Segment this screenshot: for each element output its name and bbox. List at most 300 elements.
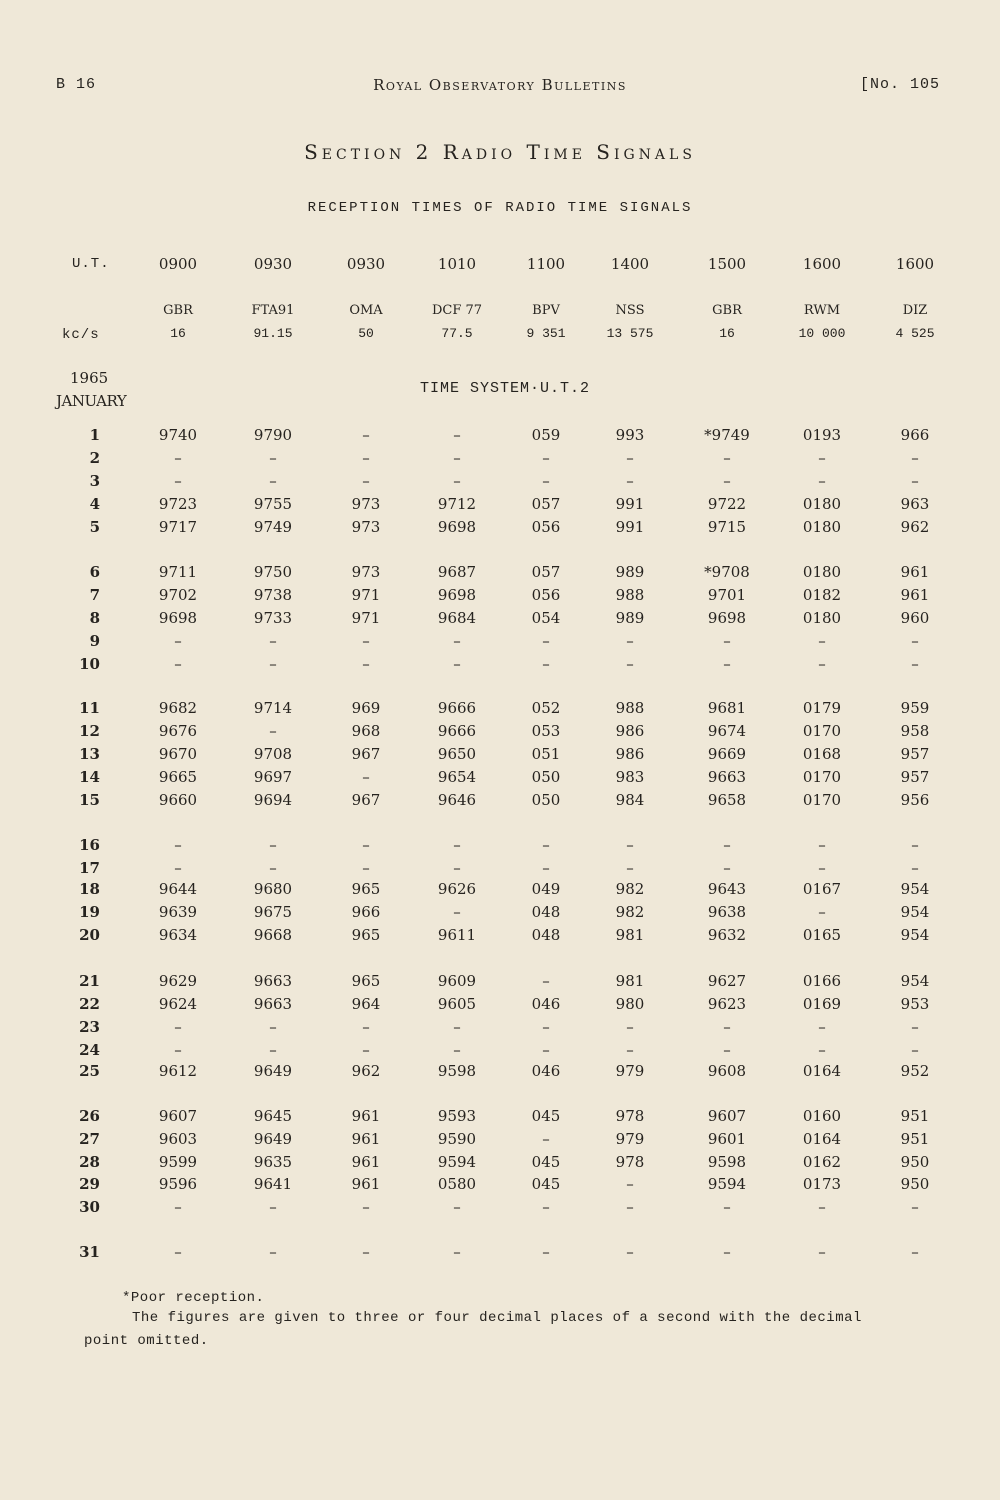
table-cell: –: [362, 655, 370, 673]
table-cell: –: [453, 472, 461, 490]
table-cell: –: [911, 655, 919, 673]
table-cell: –: [362, 426, 370, 444]
table-cell: 9649: [253, 1130, 293, 1148]
table-cell: –: [174, 1041, 182, 1059]
table-cell: –: [911, 836, 919, 854]
table-cell: 9663: [253, 995, 293, 1013]
table-cell: 9750: [253, 563, 293, 581]
table-cell: 9654: [437, 768, 477, 786]
table-cell: –: [818, 472, 826, 490]
table-cell: 9755: [253, 495, 293, 513]
table-cell: 9603: [158, 1130, 198, 1148]
table-cell: 9598: [707, 1153, 747, 1171]
table-cell: 986: [615, 745, 645, 763]
table-cell: 9624: [158, 995, 198, 1013]
table-cell: 9682: [158, 699, 198, 717]
table-cell: 045: [531, 1175, 561, 1193]
table-cell: 9712: [437, 495, 477, 513]
table-cell: 9607: [158, 1107, 198, 1125]
table-cell: –: [626, 655, 634, 673]
table-cell: 9740: [158, 426, 198, 444]
table-cell: 989: [615, 609, 645, 627]
table-cell: –: [362, 836, 370, 854]
table-cell: –: [174, 632, 182, 650]
table-cell: *9708: [704, 563, 750, 581]
table-cell: 9612: [158, 1062, 198, 1080]
table-cell: 954: [900, 972, 930, 990]
table-cell: –: [174, 859, 182, 877]
table-cell: 951: [900, 1130, 930, 1148]
table-cell: 9701: [707, 586, 747, 604]
column-station: BPV: [532, 303, 560, 318]
table-cell: 059: [531, 426, 561, 444]
table-cell: 954: [900, 903, 930, 921]
table-cell: 9722: [707, 495, 747, 513]
table-cell: 050: [531, 791, 561, 809]
table-cell: –: [626, 836, 634, 854]
table-cell: –: [818, 1041, 826, 1059]
table-cell: 0180: [802, 518, 842, 536]
column-frequency: 4 525: [895, 326, 935, 341]
table-cell: –: [362, 1041, 370, 1059]
table-cell: 989: [615, 563, 645, 581]
row-day: 23: [79, 1018, 100, 1036]
table-cell: 982: [615, 880, 645, 898]
table-cell: 9594: [437, 1153, 477, 1171]
row-day: 26: [79, 1107, 100, 1125]
table-cell: –: [269, 1198, 277, 1216]
table-cell: 9646: [437, 791, 477, 809]
table-cell: 9711: [158, 563, 198, 581]
row-day: 15: [79, 791, 100, 809]
table-cell: 9738: [253, 586, 293, 604]
table-cell: 9723: [158, 495, 198, 513]
table-cell: 967: [351, 745, 381, 763]
table-cell: 9717: [158, 518, 198, 536]
table-cell: 9669: [707, 745, 747, 763]
table-cell: 0179: [802, 699, 842, 717]
table-cell: 056: [531, 518, 561, 536]
table-cell: 048: [531, 926, 561, 944]
table-cell: 045: [531, 1153, 561, 1171]
row-day: 1: [89, 426, 100, 444]
table-cell: 9681: [707, 699, 747, 717]
table-cell: –: [269, 472, 277, 490]
table-cell: 0164: [802, 1062, 842, 1080]
table-cell: –: [453, 859, 461, 877]
table-cell: 965: [351, 926, 381, 944]
table-cell: 9611: [437, 926, 477, 944]
table-cell: 9749: [253, 518, 293, 536]
row-day: 11: [79, 699, 100, 717]
table-cell: –: [453, 903, 461, 921]
table-cell: –: [542, 1130, 550, 1148]
table-cell: 0180: [802, 609, 842, 627]
table-cell: 9658: [707, 791, 747, 809]
table-cell: –: [269, 859, 277, 877]
table-cell: 961: [351, 1107, 381, 1125]
row-day: 16: [79, 836, 100, 854]
table-cell: 9790: [253, 426, 293, 444]
table-cell: –: [542, 836, 550, 854]
table-cell: 0169: [802, 995, 842, 1013]
table-cell: 961: [900, 563, 930, 581]
table-cell: 9663: [707, 768, 747, 786]
table-cell: 057: [531, 563, 561, 581]
table-cell: –: [453, 836, 461, 854]
row-day: 6: [89, 563, 100, 581]
table-cell: 981: [615, 926, 645, 944]
table-cell: 981: [615, 972, 645, 990]
table-cell: 9629: [158, 972, 198, 990]
table-cell: 954: [900, 880, 930, 898]
table-cell: –: [818, 1243, 826, 1261]
table-cell: 9598: [437, 1062, 477, 1080]
table-cell: –: [362, 1018, 370, 1036]
table-cell: 050: [531, 768, 561, 786]
row-day: 19: [79, 903, 100, 921]
table-cell: 979: [615, 1130, 645, 1148]
table-cell: –: [818, 1018, 826, 1036]
footnote-poor-reception: *Poor reception.: [122, 1290, 265, 1306]
table-cell: 0182: [802, 586, 842, 604]
row-day: 3: [89, 472, 100, 490]
table-cell: 961: [351, 1153, 381, 1171]
table-cell: –: [626, 1198, 634, 1216]
table-cell: –: [723, 1041, 731, 1059]
table-cell: 9635: [253, 1153, 293, 1171]
table-cell: –: [626, 1018, 634, 1036]
table-cell: –: [723, 449, 731, 467]
footnote-line-1: The figures are given to three or four decimal places of a second with the decimal: [132, 1310, 862, 1326]
table-cell: 0160: [802, 1107, 842, 1125]
table-cell: 962: [351, 1062, 381, 1080]
table-cell: –: [174, 1198, 182, 1216]
table-cell: *9749: [704, 426, 750, 444]
column-station: DCF 77: [431, 303, 483, 318]
row-day: 21: [79, 972, 100, 990]
table-cell: 952: [900, 1062, 930, 1080]
table-cell: 959: [900, 699, 930, 717]
table-cell: –: [362, 449, 370, 467]
table-cell: 9594: [707, 1175, 747, 1193]
table-cell: 9634: [158, 926, 198, 944]
section-title: Section 2 Radio Time Signals: [304, 140, 696, 164]
table-cell: –: [453, 1198, 461, 1216]
table-cell: 0164: [802, 1130, 842, 1148]
table-cell: –: [174, 655, 182, 673]
table-cell: –: [174, 1243, 182, 1261]
table-cell: 9627: [707, 972, 747, 990]
table-cell: 9698: [707, 609, 747, 627]
table-cell: 9714: [253, 699, 293, 717]
table-cell: 9694: [253, 791, 293, 809]
table-cell: 9641: [253, 1175, 293, 1193]
table-title: RECEPTION TIMES OF RADIO TIME SIGNALS: [307, 200, 693, 216]
table-cell: 978: [615, 1107, 645, 1125]
table-cell: –: [362, 768, 370, 786]
column-station: OMA: [349, 303, 383, 318]
footnote-line-2: point omitted.: [84, 1333, 209, 1349]
table-cell: 051: [531, 745, 561, 763]
column-time: 1600: [802, 255, 842, 273]
table-cell: –: [453, 449, 461, 467]
table-cell: –: [542, 1018, 550, 1036]
table-cell: 9660: [158, 791, 198, 809]
column-time: 0900: [158, 255, 198, 273]
table-cell: –: [626, 632, 634, 650]
table-cell: 956: [900, 791, 930, 809]
table-cell: –: [453, 1018, 461, 1036]
table-cell: 971: [351, 609, 381, 627]
table-cell: –: [911, 859, 919, 877]
table-cell: 961: [351, 1175, 381, 1193]
page-label: B 16: [56, 76, 97, 93]
column-time: 0930: [253, 255, 293, 273]
table-cell: 965: [351, 880, 381, 898]
column-frequency: 50: [358, 326, 374, 341]
table-cell: 0166: [802, 972, 842, 990]
table-cell: 988: [615, 699, 645, 717]
table-cell: –: [174, 472, 182, 490]
table-cell: 9702: [158, 586, 198, 604]
column-time: 1010: [437, 255, 477, 273]
table-cell: 991: [615, 518, 645, 536]
month-label: JANUARY: [56, 392, 127, 410]
table-cell: –: [269, 449, 277, 467]
table-cell: 045: [531, 1107, 561, 1125]
column-frequency: 9 351: [526, 326, 566, 341]
table-cell: 0170: [802, 768, 842, 786]
table-cell: 0168: [802, 745, 842, 763]
table-cell: –: [362, 632, 370, 650]
row-day: 17: [79, 859, 100, 877]
table-cell: 983: [615, 768, 645, 786]
table-cell: –: [453, 426, 461, 444]
column-frequency: 16: [719, 326, 735, 341]
row-day: 9: [89, 632, 100, 650]
table-cell: 950: [900, 1153, 930, 1171]
table-cell: –: [911, 632, 919, 650]
table-cell: 9698: [437, 518, 477, 536]
row-day: 10: [79, 655, 100, 673]
table-cell: 9697: [253, 768, 293, 786]
table-cell: 966: [900, 426, 930, 444]
column-time: 1500: [707, 255, 747, 273]
table-cell: –: [911, 1018, 919, 1036]
table-cell: 9643: [707, 880, 747, 898]
table-cell: –: [911, 1198, 919, 1216]
table-cell: 961: [900, 586, 930, 604]
table-cell: 973: [351, 518, 381, 536]
table-cell: 0180: [802, 495, 842, 513]
table-cell: 0170: [802, 791, 842, 809]
table-cell: –: [453, 655, 461, 673]
table-cell: –: [542, 859, 550, 877]
row-day: 7: [89, 586, 100, 604]
time-system-label: TIME SYSTEM·U.T.2: [420, 380, 591, 397]
table-cell: 9645: [253, 1107, 293, 1125]
column-station: DIZ: [902, 303, 928, 318]
table-cell: 969: [351, 699, 381, 717]
ut-row-label: U.T.: [72, 256, 110, 272]
table-cell: 0193: [802, 426, 842, 444]
table-cell: –: [269, 655, 277, 673]
table-cell: –: [269, 722, 277, 740]
table-cell: 950: [900, 1175, 930, 1193]
table-cell: 0580: [437, 1175, 477, 1193]
column-frequency: 77.5: [441, 326, 473, 341]
table-cell: 9676: [158, 722, 198, 740]
column-frequency: 16: [170, 326, 186, 341]
row-day: 30: [79, 1198, 100, 1216]
column-frequency: 10 000: [798, 326, 846, 341]
table-cell: –: [818, 1198, 826, 1216]
table-cell: –: [723, 632, 731, 650]
table-cell: 9680: [253, 880, 293, 898]
row-day: 2: [89, 449, 100, 467]
table-cell: –: [542, 472, 550, 490]
table-cell: –: [269, 632, 277, 650]
table-cell: 057: [531, 495, 561, 513]
table-cell: 953: [900, 995, 930, 1013]
table-cell: 968: [351, 722, 381, 740]
table-cell: 9665: [158, 768, 198, 786]
table-cell: –: [818, 449, 826, 467]
table-cell: –: [362, 1243, 370, 1261]
table-cell: 9684: [437, 609, 477, 627]
table-cell: –: [453, 632, 461, 650]
table-cell: 9698: [158, 609, 198, 627]
year-label: 1965: [70, 369, 109, 387]
table-cell: 979: [615, 1062, 645, 1080]
table-cell: 9674: [707, 722, 747, 740]
table-cell: 0180: [802, 563, 842, 581]
column-station: GBR: [712, 303, 742, 318]
table-cell: 9593: [437, 1107, 477, 1125]
column-time: 1100: [526, 255, 566, 273]
table-cell: 991: [615, 495, 645, 513]
table-cell: 973: [351, 563, 381, 581]
table-cell: 9609: [437, 972, 477, 990]
row-day: 5: [89, 518, 100, 536]
table-cell: –: [269, 1243, 277, 1261]
row-day: 29: [79, 1175, 100, 1193]
column-station: GBR: [163, 303, 193, 318]
table-cell: –: [174, 449, 182, 467]
table-cell: –: [174, 1018, 182, 1036]
table-cell: 9666: [437, 722, 477, 740]
table-cell: –: [723, 472, 731, 490]
table-cell: –: [542, 449, 550, 467]
table-cell: –: [269, 1018, 277, 1036]
table-cell: 951: [900, 1107, 930, 1125]
table-cell: 9650: [437, 745, 477, 763]
column-frequency: 13 575: [606, 326, 654, 341]
table-cell: 9607: [707, 1107, 747, 1125]
table-cell: 993: [615, 426, 645, 444]
table-cell: 9666: [437, 699, 477, 717]
row-day: 27: [79, 1130, 100, 1148]
table-cell: 0162: [802, 1153, 842, 1171]
table-cell: 9596: [158, 1175, 198, 1193]
table-cell: –: [723, 859, 731, 877]
table-cell: 982: [615, 903, 645, 921]
row-day: 13: [79, 745, 100, 763]
table-cell: –: [723, 836, 731, 854]
table-cell: 978: [615, 1153, 645, 1171]
table-cell: 049: [531, 880, 561, 898]
table-cell: 960: [900, 609, 930, 627]
table-cell: –: [911, 1041, 919, 1059]
table-cell: –: [818, 836, 826, 854]
table-cell: 048: [531, 903, 561, 921]
table-cell: –: [269, 1041, 277, 1059]
table-cell: 963: [900, 495, 930, 513]
table-cell: 9668: [253, 926, 293, 944]
table-cell: –: [723, 1018, 731, 1036]
table-cell: 0170: [802, 722, 842, 740]
table-cell: 056: [531, 586, 561, 604]
table-cell: 9626: [437, 880, 477, 898]
table-cell: –: [542, 1198, 550, 1216]
row-day: 28: [79, 1153, 100, 1171]
table-cell: 971: [351, 586, 381, 604]
table-cell: –: [818, 632, 826, 650]
table-cell: 957: [900, 768, 930, 786]
row-day: 12: [79, 722, 100, 740]
table-cell: –: [911, 1243, 919, 1261]
table-cell: 0173: [802, 1175, 842, 1193]
table-cell: 964: [351, 995, 381, 1013]
table-cell: –: [723, 1198, 731, 1216]
table-cell: –: [542, 1041, 550, 1059]
row-day: 4: [89, 495, 100, 513]
table-cell: 9698: [437, 586, 477, 604]
table-cell: 9601: [707, 1130, 747, 1148]
table-cell: 9608: [707, 1062, 747, 1080]
table-cell: 9687: [437, 563, 477, 581]
table-cell: 9644: [158, 880, 198, 898]
table-cell: –: [818, 655, 826, 673]
table-cell: 046: [531, 1062, 561, 1080]
table-cell: 0165: [802, 926, 842, 944]
table-cell: 962: [900, 518, 930, 536]
table-cell: –: [723, 1243, 731, 1261]
publication-title: Royal Observatory Bulletins: [373, 76, 627, 94]
row-day: 22: [79, 995, 100, 1013]
table-cell: 967: [351, 791, 381, 809]
table-cell: 0167: [802, 880, 842, 898]
table-cell: –: [453, 1243, 461, 1261]
table-cell: 9708: [253, 745, 293, 763]
table-cell: –: [626, 449, 634, 467]
table-cell: 046: [531, 995, 561, 1013]
table-cell: –: [626, 1243, 634, 1261]
row-day: 14: [79, 768, 100, 786]
table-cell: 9638: [707, 903, 747, 921]
row-day: 25: [79, 1062, 100, 1080]
table-cell: 9675: [253, 903, 293, 921]
row-day: 24: [79, 1041, 100, 1059]
table-cell: –: [362, 859, 370, 877]
table-cell: –: [542, 632, 550, 650]
table-cell: 9649: [253, 1062, 293, 1080]
table-cell: 980: [615, 995, 645, 1013]
table-cell: –: [542, 1243, 550, 1261]
freq-row-label: kc/s: [62, 327, 100, 343]
table-cell: –: [542, 972, 550, 990]
